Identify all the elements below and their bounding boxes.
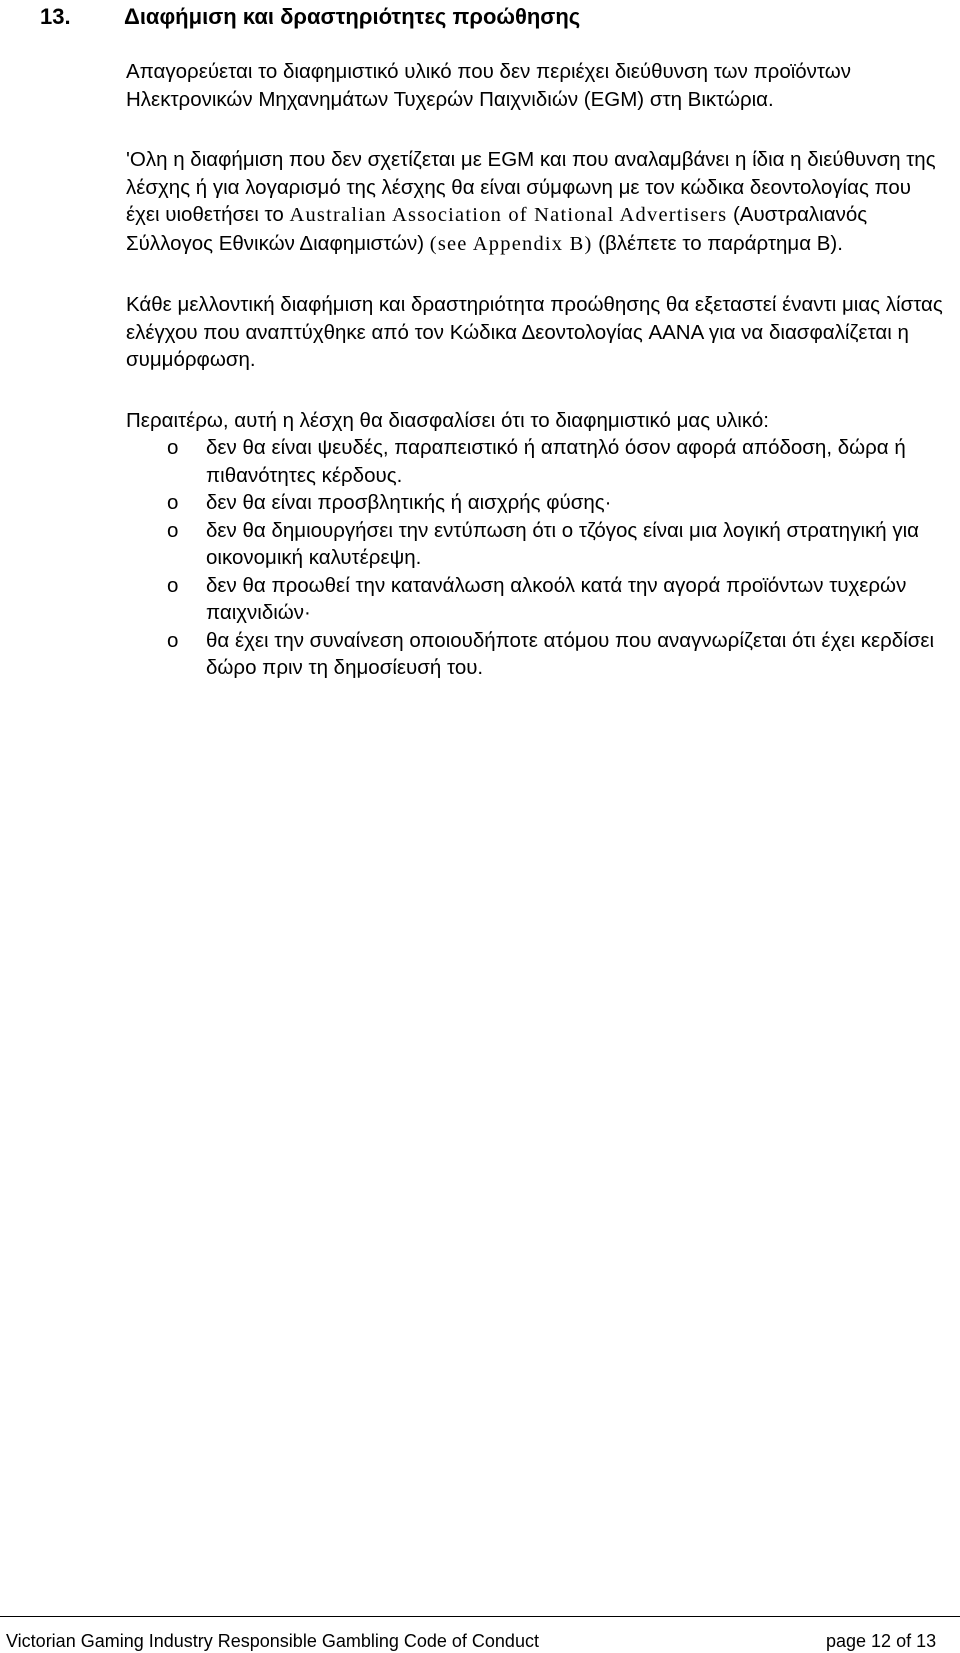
list-item [126,572,946,627]
bullet-marker: o [167,573,179,597]
list-item [126,489,946,517]
section-heading [40,4,580,30]
footer-document-title: Victorian Gaming Industry Responsible Gambling Code of Conduct [6,1631,539,1651]
list-item-text: δεν θα είναι ψευδές, παραπειστικό ή απατηλό όσον αφορά απόδοση, δώρα ή πιθανότητες κέρδους. [206,436,906,487]
aana-organisation-name: Australian Association of National Advertisers [289,204,728,226]
page-footer [0,1616,960,1651]
paragraph-text: 'Ολη η διαφήμιση που δεν σχετίζεται με EGM και που αναλαμβάνει η ίδια η διεύθυνση της λέσχης ή για λογαρισμό της λέσχης θα είναι σύμφωνη με τον κώδικα δεοντολογίας που έχει υιοθετήσει το [126,148,936,226]
paragraph-checklist: Κάθε μελλοντική διαφήμιση και δραστηριότητα προώθησης θα εξεταστεί έναντι μιας λίστας ελέγχου που αναπτύχθηκε από τον Κώδικα Δεοντολογίας AANA για να διασφαλίζεται η συμμόρφωση. [126,293,943,371]
paragraph-aana-compliance [126,146,946,258]
advertising-rules-list [126,434,946,682]
list-item-text: δεν θα δημιουργήσει την εντύπωση ότι ο τζόγος είναι μια λογική στρατηγική για οικονομική καλυτέρεψη. [206,518,920,569]
paragraph-egm-prohibition: Απαγορεύεται το διαφημιστικό υλικό που δεν περιέχει διεύθυνση των προϊόντων Ηλεκτρονικών Μηχανημάτων Τυχερών Παιχνιδιών (EGM) στη Βικτώρια. [126,60,851,111]
list-item-text: δεν θα είναι προσβλητικής ή αισχρής φύσης· [206,491,612,514]
paragraph-text: (Αυστραλιανός Σύλλογος Εθνικών Διαφημιστών) [126,203,868,255]
bullet-marker: o [167,491,179,514]
paragraph-list-intro: Περαιτέρω, αυτή η λέσχη θα διασφαλίσει ότι το διαφημιστικό μας υλικό: [126,408,769,432]
appendix-reference: (see Appendix B) [429,232,593,255]
bullet-marker: o [167,518,179,542]
section-body [126,58,946,682]
list-item [126,434,946,489]
list-item [126,627,946,682]
list-item-text: θα έχει την συναίνεση οποιουδήποτε ατόμου που αναγνωρίζεται ότι έχει κερδίσει δώρο πριν τη δημοσίευσή του. [206,628,935,679]
list-item [126,517,946,572]
section-title: Διαφήμιση και δραστηριότητες προώθησης [124,4,581,29]
bullet-marker: o [167,436,179,459]
paragraph-text: (βλέπετε το παράρτημα Β). [592,231,843,255]
footer-page-number: page 12 of 13 [826,1631,937,1651]
list-item-text: δεν θα προωθεί την κατανάλωση αλκοόλ κατά την αγορά προϊόντων τυχερών παιχνιδιών· [206,573,907,624]
section-number: 13. [40,4,71,29]
bullet-marker: o [167,628,179,652]
